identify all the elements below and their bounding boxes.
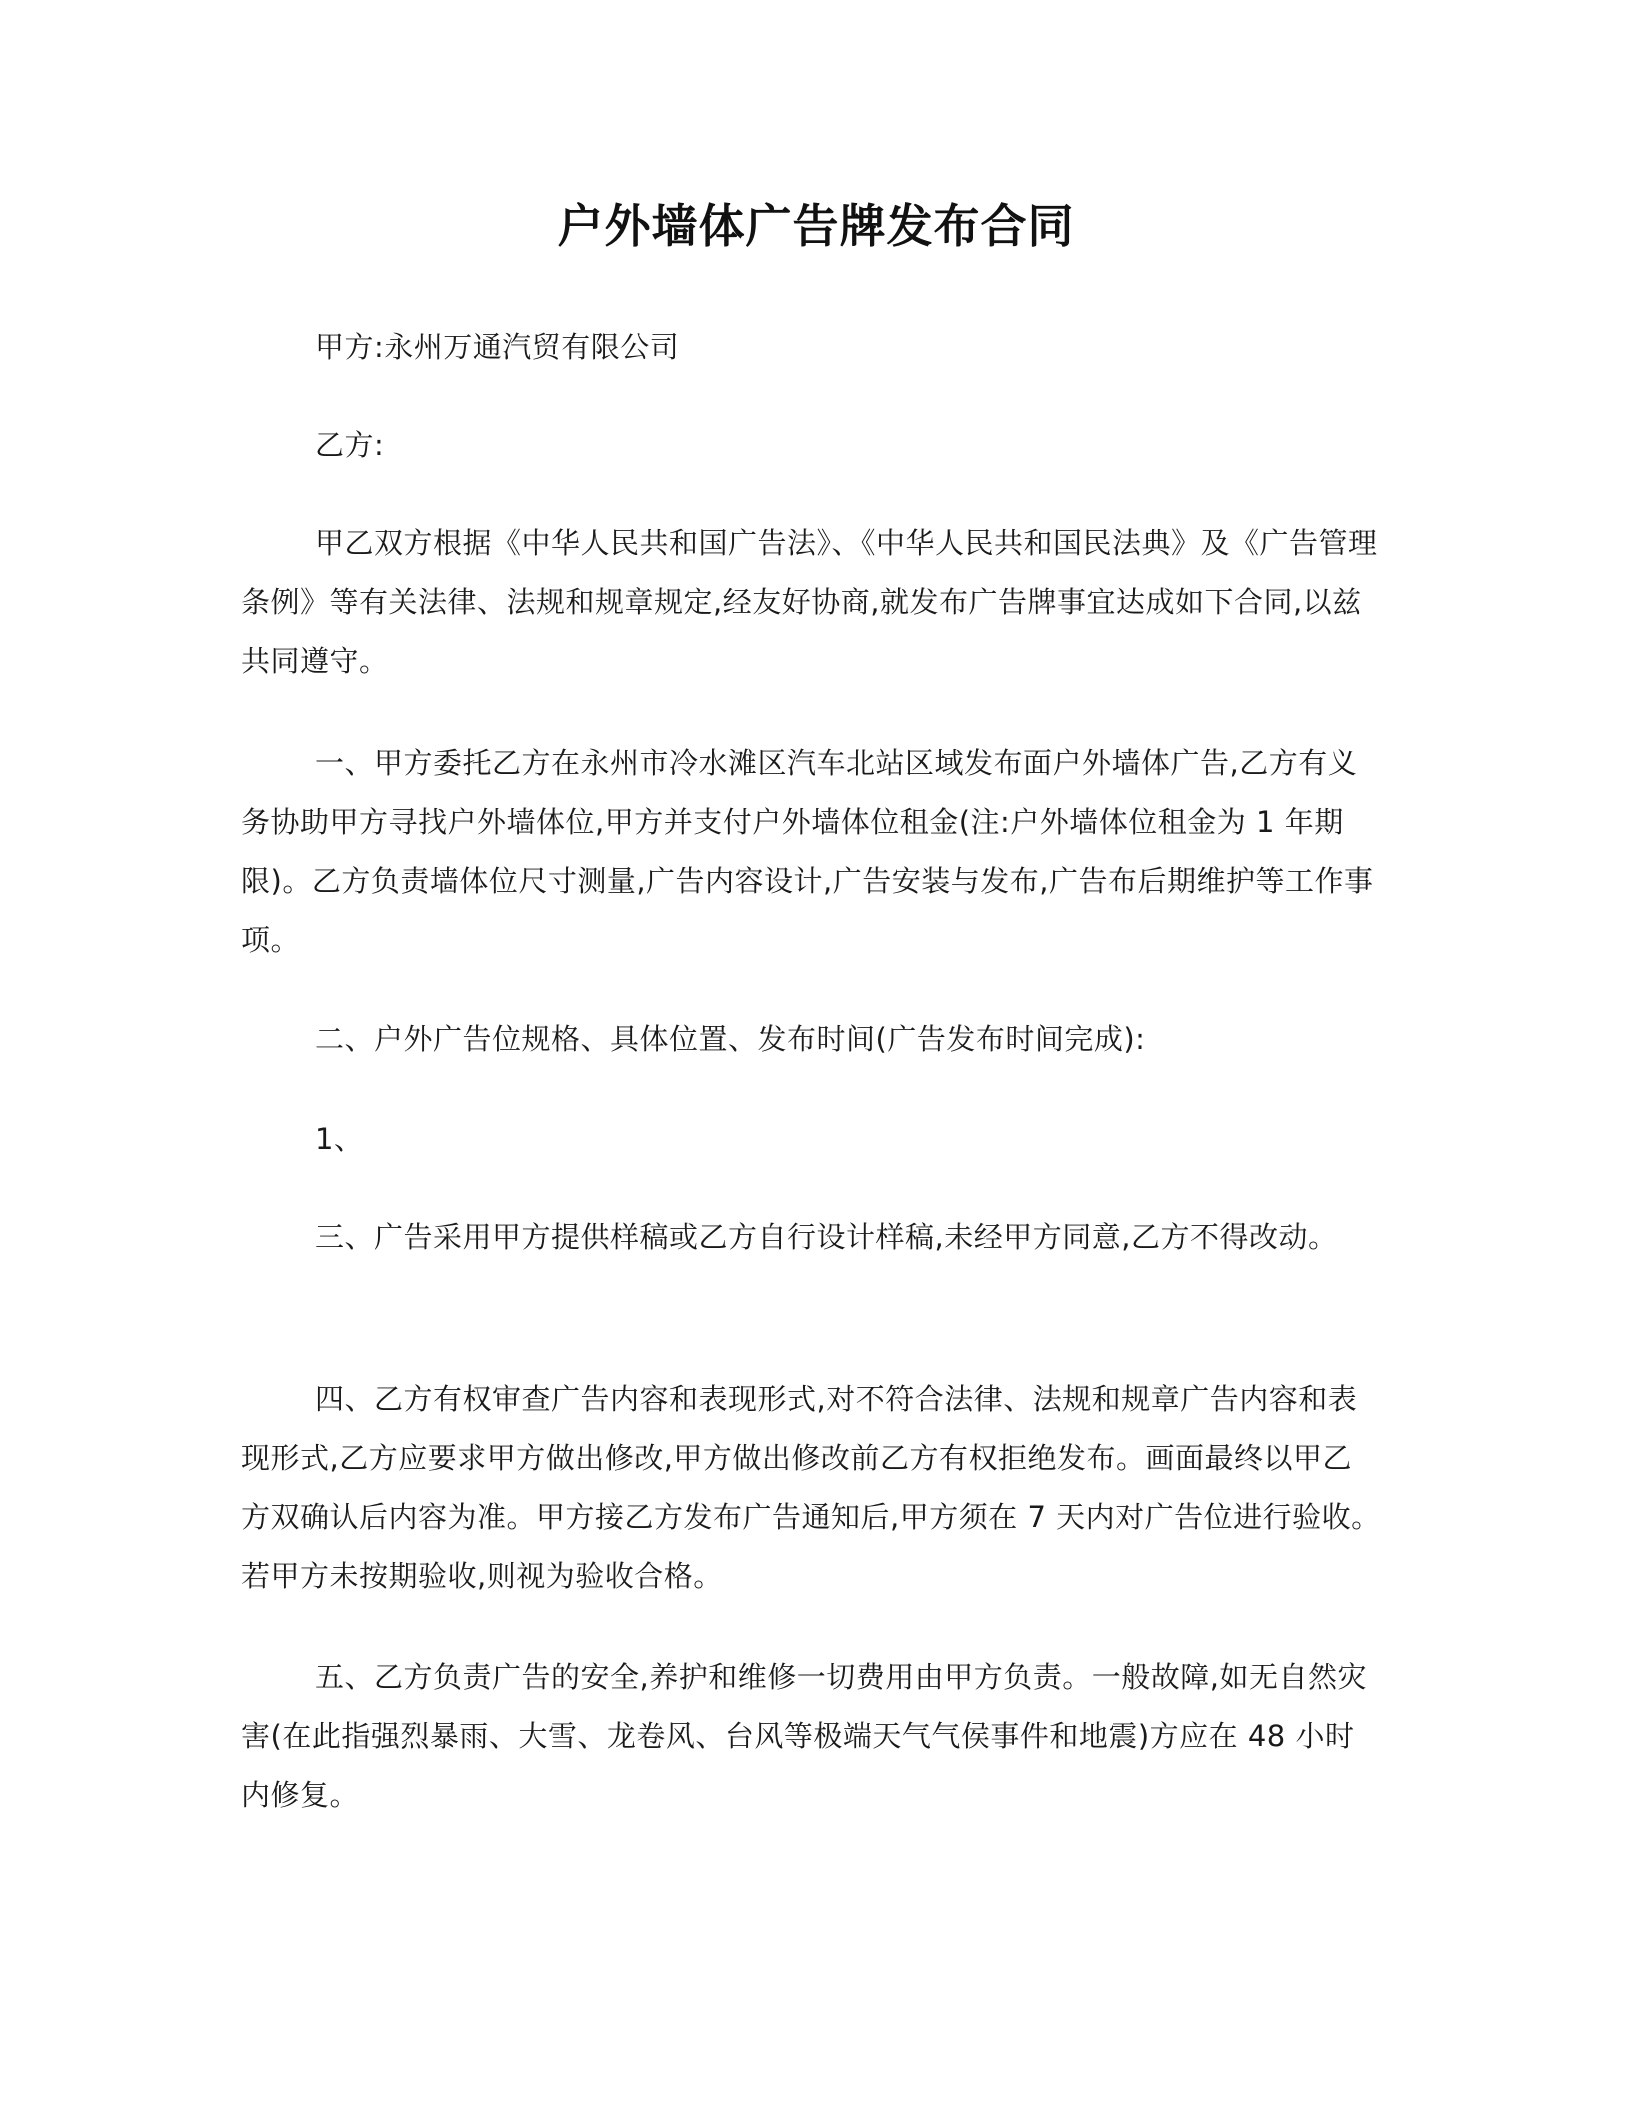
- clause-3-paragraph: 三、广告采用甲方提供样稿或乙方自行设计样稿,未经甲方同意,乙方不得改动。: [315, 1220, 1338, 1254]
- preamble-paragraph: 甲乙双方根据《中华人民共和国广告法》、《中华人民共和国民法典》及《广告管理条例》等有关法律、法规和规章规定,经友好协商,就发布广告牌事宜达成如下合同,以兹共同遵守。: [241, 526, 1378, 678]
- clause-1-paragraph: 一、甲方委托乙方在永州市冷水滩区汽车北站区域发布面户外墙体广告,乙方有义务协助甲方寻找户外墙体位,甲方并支付户外墙体位租金(注:户外墙体位租金为 1 年期限)。乙方负责墙体位尺寸测量,广告内容设计,广告安装与发布,广告布后期维护等工作事项。: [241, 746, 1374, 957]
- clause-4-paragraph: 四、乙方有权审查广告内容和表现形式,对不符合法律、法规和规章广告内容和表现形式,乙方应要求甲方做出修改,甲方做出修改前乙方有权拒绝发布。画面最终以甲乙方双确认后内容为准。甲方接乙方发布广告通知后,甲方须在 7 天内对广告位进行验收。若甲方未按期验收,则视为验收合格。: [241, 1382, 1381, 1593]
- clause-5-paragraph: 五、乙方负责广告的安全,养护和维修一切费用由甲方负责。一般故障,如无自然灾害(在此指强烈暴雨、大雪、龙卷风、台风等极端天气气侯事件和地震)方应在 48 小时内修复。: [241, 1660, 1367, 1812]
- party-b-line: 乙方:: [315, 428, 385, 462]
- document-title: 户外墙体广告牌发布合同: [557, 199, 1075, 253]
- clause-2-paragraph: 二、户外广告位规格、具体位置、发布时间(广告发布时间完成):: [315, 1022, 1146, 1056]
- party-a-line: 甲方:永州万通汽贸有限公司: [315, 330, 680, 364]
- clause-2-item-1: 1、: [315, 1122, 364, 1156]
